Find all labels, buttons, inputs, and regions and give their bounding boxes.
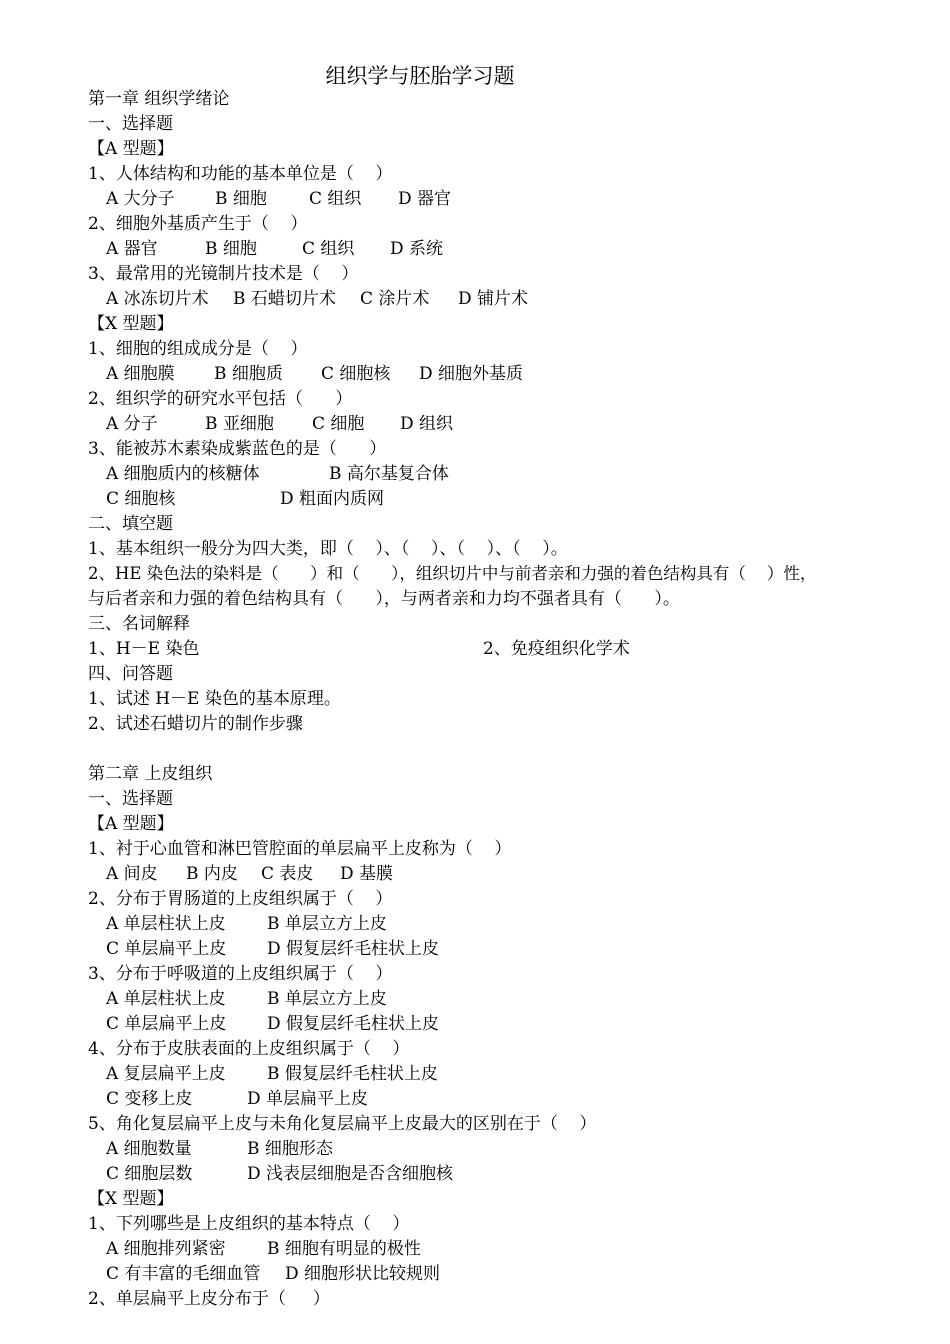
ch1-x1-option-c: C 细胞核 [321, 364, 391, 384]
ch1-x2-option-b: B 亚细胞 [205, 414, 274, 434]
ch1-section-terms: 三、名词解释 [88, 614, 190, 634]
ch2-x1-option-c: C 有丰富的毛细血管 [106, 1264, 261, 1284]
ch1-x-question-2: 2、组织学的研究水平包括（ ） [88, 389, 353, 409]
ch2-q4-option-a: A 复层扁平上皮 [106, 1064, 226, 1084]
ch2-section-choice: 一、选择题 [88, 789, 173, 809]
ch2-x-question-2: 2、单层扁平上皮分布于（ ） [88, 1289, 330, 1309]
ch1-q1-option-b: B 细胞 [215, 189, 267, 209]
ch1-x2-option-a: A 分子 [106, 414, 158, 434]
ch1-q1-option-d: D 器官 [398, 189, 452, 209]
ch2-q3-option-b: B 单层立方上皮 [267, 989, 387, 1009]
ch1-x1-option-d: D 细胞外基质 [419, 364, 524, 384]
ch1-question-3: 3、最常用的光镜制片技术是（ ） [88, 264, 359, 284]
ch2-q1-option-b: B 内皮 [186, 864, 238, 884]
ch1-term-1: 1、H－E 染色 [88, 639, 200, 659]
ch2-q4-option-c: C 变移上皮 [106, 1089, 193, 1109]
ch2-q2-option-c: C 单层扁平上皮 [106, 939, 227, 959]
ch1-q2-option-c: C 组织 [302, 239, 355, 259]
ch2-q2-option-b: B 单层立方上皮 [267, 914, 387, 934]
ch1-fill-2-line-2: 与后者亲和力强的着色结构具有（ ），与两者亲和力均不强者具有（ ）。 [88, 589, 680, 609]
chapter-2-heading: 第二章 上皮组织 [88, 764, 213, 784]
ch1-question-2: 2、细胞外基质产生于（ ） [88, 214, 308, 234]
ch1-section-fill: 二、填空题 [88, 514, 173, 534]
ch1-x3-option-b: B 高尔基复合体 [329, 464, 449, 484]
ch1-a-type-label: 【A 型题】 [88, 139, 174, 159]
ch2-q1-option-d: D 基膜 [340, 864, 394, 884]
ch2-a-type-label: 【A 型题】 [88, 814, 174, 834]
ch1-x3-option-c: C 细胞核 [106, 489, 176, 509]
ch2-q1-option-a: A 间皮 [106, 864, 158, 884]
ch2-x1-option-a: A 细胞排列紧密 [106, 1239, 226, 1259]
ch1-q3-option-b: B 石蜡切片术 [233, 289, 336, 309]
ch1-q2-option-b: B 细胞 [205, 239, 257, 259]
ch1-x-type-label: 【X 型题】 [88, 314, 174, 334]
ch1-fill-1: 1、基本组织一般分为四大类，即（ ）、（ ）、（ ）、（ ）。 [88, 539, 568, 559]
ch1-q3-option-c: C 涂片术 [360, 289, 430, 309]
ch1-qa-2: 2、试述石蜡切片的制作步骤 [88, 714, 303, 734]
ch2-question-1: 1、衬于心血管和淋巴管腔面的单层扁平上皮称为（ ） [88, 839, 512, 859]
ch1-x1-option-a: A 细胞膜 [106, 364, 175, 384]
ch2-x1-option-b: B 细胞有明显的极性 [267, 1239, 421, 1259]
ch2-x-question-1: 1、下列哪些是上皮组织的基本特点（ ） [88, 1214, 410, 1234]
ch2-q5-option-a: A 细胞数量 [106, 1139, 192, 1159]
ch1-q1-option-a: A 大分子 [106, 189, 175, 209]
ch1-question-1: 1、人体结构和功能的基本单位是（ ） [88, 164, 393, 184]
ch1-q2-option-a: A 器官 [106, 239, 158, 259]
ch2-x-type-label: 【X 型题】 [88, 1189, 174, 1209]
ch1-q2-option-d: D 系统 [390, 239, 444, 259]
ch1-section-choice: 一、选择题 [88, 114, 173, 134]
ch2-q3-option-c: C 单层扁平上皮 [106, 1014, 227, 1034]
ch1-x2-option-d: D 组织 [400, 414, 454, 434]
ch2-q1-option-c: C 表皮 [261, 864, 314, 884]
ch2-q5-option-c: C 细胞层数 [106, 1164, 193, 1184]
ch1-q3-option-d: D 铺片术 [458, 289, 529, 309]
ch2-q5-option-b: B 细胞形态 [247, 1139, 333, 1159]
ch1-x3-option-a: A 细胞质内的核糖体 [106, 464, 260, 484]
ch2-question-2: 2、分布于胃肠道的上皮组织属于（ ） [88, 889, 393, 909]
ch1-fill-2-line-1: 2、HE 染色法的染料是（ ）和（ ），组织切片中与前者亲和力强的着色结构具有（ ）性， [88, 564, 817, 583]
ch2-question-5: 5、角化复层扁平上皮与未角化复层扁平上皮最大的区别在于（ ） [88, 1114, 597, 1134]
ch1-x-question-3: 3、能被苏木素染成紫蓝色的是（ ） [88, 439, 387, 459]
ch2-question-3: 3、分布于呼吸道的上皮组织属于（ ） [88, 964, 393, 984]
ch2-q3-option-d: D 假复层纤毛柱状上皮 [267, 1014, 440, 1034]
document-title: 组织学与胚胎学习题 [325, 64, 515, 88]
ch2-q4-option-b: B 假复层纤毛柱状上皮 [267, 1064, 438, 1084]
ch1-q1-option-c: C 组织 [309, 189, 362, 209]
ch1-x1-option-b: B 细胞质 [214, 364, 283, 384]
ch2-x1-option-d: D 细胞形状比较规则 [285, 1264, 441, 1284]
ch1-x2-option-c: C 细胞 [312, 414, 365, 434]
ch1-q3-option-a: A 冰冻切片术 [106, 289, 209, 309]
ch1-section-qa: 四、问答题 [88, 664, 173, 684]
ch1-x-question-1: 1、细胞的组成成分是（ ） [88, 339, 308, 359]
ch1-term-2: 2、免疫组织化学术 [483, 639, 630, 659]
ch2-q5-option-d: D 浅表层细胞是否含细胞核 [247, 1164, 454, 1184]
ch1-qa-1: 1、试述 H－E 染色的基本原理。 [88, 689, 341, 709]
ch2-question-4: 4、分布于皮肤表面的上皮组织属于（ ） [88, 1039, 410, 1059]
ch1-x3-option-d: D 粗面内质网 [280, 489, 385, 509]
ch2-q3-option-a: A 单层柱状上皮 [106, 989, 226, 1009]
chapter-1-heading: 第一章 组织学绪论 [88, 89, 230, 109]
ch2-q2-option-a: A 单层柱状上皮 [106, 914, 226, 934]
ch2-q2-option-d: D 假复层纤毛柱状上皮 [267, 939, 440, 959]
ch2-q4-option-d: D 单层扁平上皮 [247, 1089, 369, 1109]
